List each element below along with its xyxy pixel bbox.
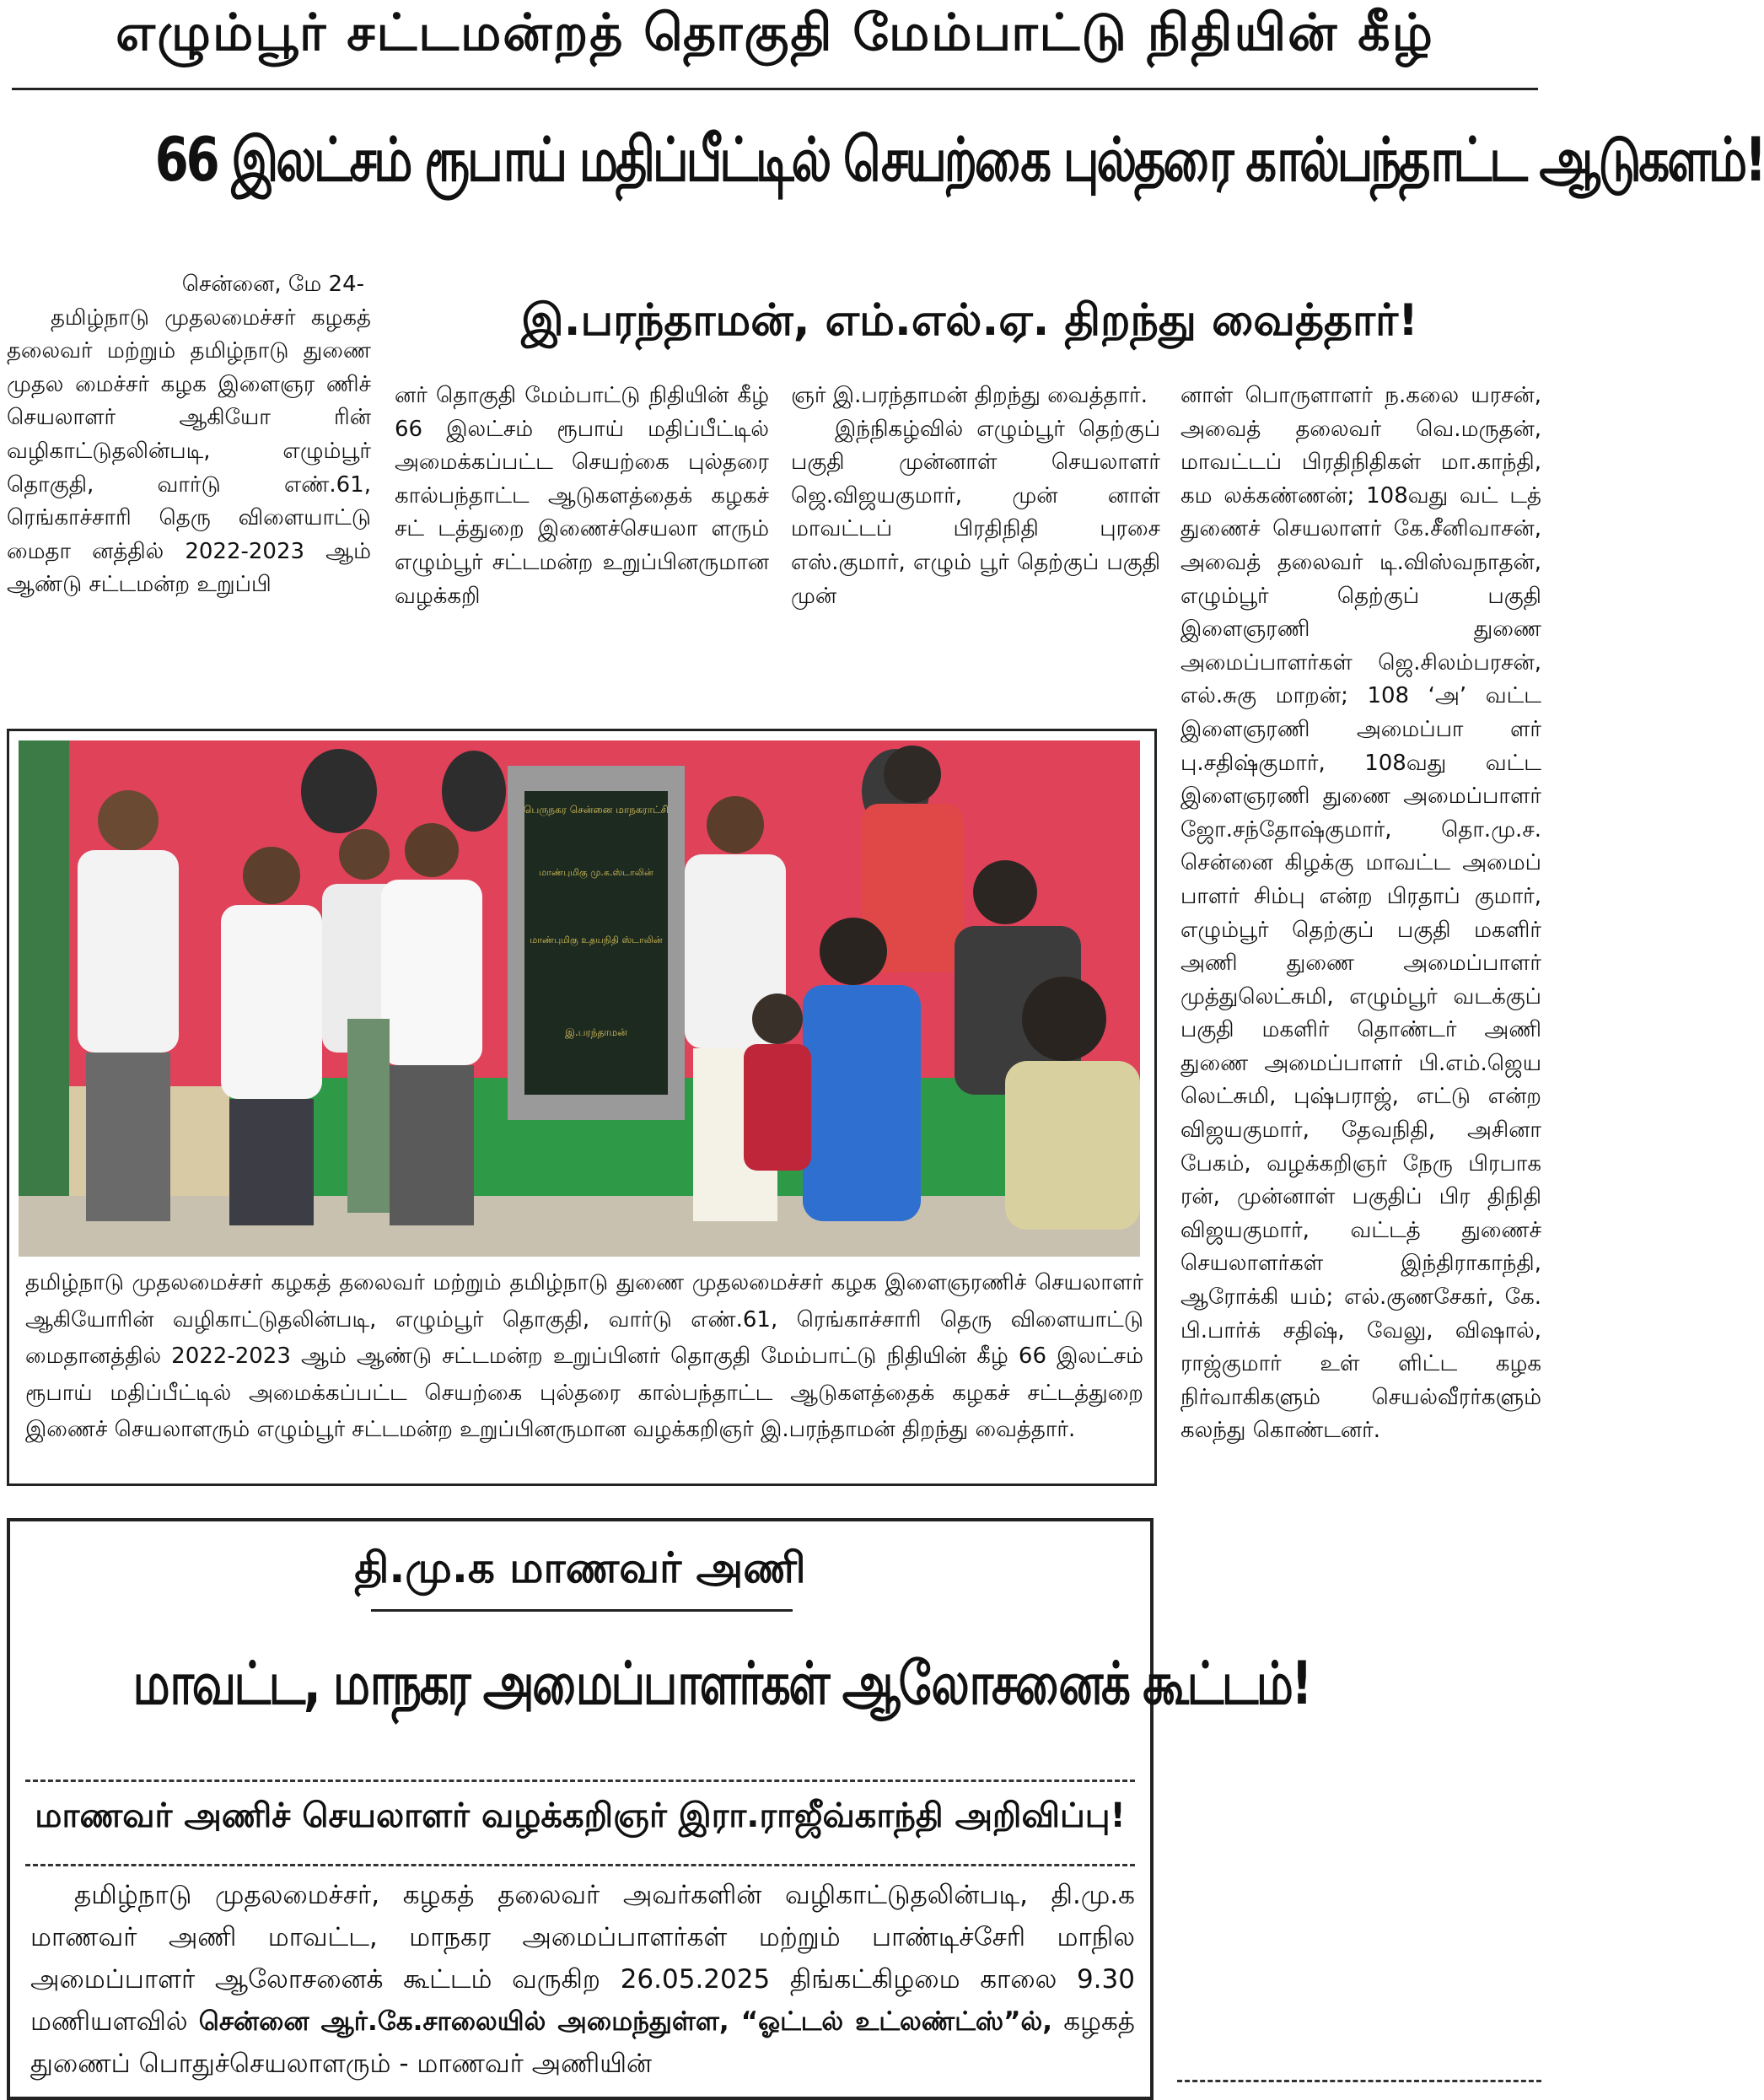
article-text-col1: தமிழ்நாடு முதலமைச்சர் கழகத் தலைவர் மற்றும் தமிழ்நாடு துணை முதல மைச்சர் கழக இளைஞர ணிச் செயலாளர் ஆகியோ ரின் வழிகாட்டுதலின்படி, எழும்பூர் தொகுதி, வார்டு எண்.61, ரெங்காச்சாரி தெரு விளையாட்டு மைதா னத்தில் 2022-2023 ஆம் ஆண்டு சட்டமன்ற உறுப்பி — [7, 304, 371, 598]
people-group-left — [78, 790, 482, 1225]
article-text-col4: னாள் பொருளாளர் ந.கலை யரசன், அவைத் தலைவர் வெ.மருதன், மாவட்டப் பிரதிநிதிகள் மா.காந்தி, கம லக்கண்ணன்; 108வது வட் டத் துணைச் செயலாளர் கே.சீனிவாசன், அவைத் தலைவர் டி.விஸ்வநாதன், எழும்பூர் தெற்குப் பகுதி இளைஞரணி துணை அமைப்பாளர்கள் ஜெ.சிலம்பரசன், எல்.சுகு மாறன்; 108 ‘அ’ வட்ட இளைஞரணி அமைப்பா ளர் பு.சதிஷ்குமார், 108வது வட்ட இளைஞரணி துணை அமைப்பாளர் ஜோ.சந்தோஷ்குமார், தொ.மு.ச. சென்னை கிழக்கு மாவட்ட அமைப் பாளர் சிம்பு என்ற பிரதாப் குமார், எழும்பூர் தெற்குப் பகுதி மகளிர் அணி துணை அமைப்பாளர் முத்துலெட்சுமி, எழும்பூர் வடக்குப் பகுதி மகளிர் தொண்டர் அணி துணை அமைப்பாளர் பி.எம்.ஜெய லெட்சுமி, புஷ்பராஜ், எட்டு என்ற விஜயகுமார், தேவநிதி, அசினா பேகம், வழக்கறிஞர் நேரு பிரபாக ரன், முன்னாள் பகுதிப் பிர திநிதி விஜயகுமார், வட்டத் துணைச் செயலாளர்கள் இந்திராகாந்தி, ஆரோக்கி யம்; எல்.குணசேகர், கே. பி.பார்க் சதிஷ், வேலு, விஷால், ராஜ்குமார் உள் ளிட்ட கழக நிர்வாகிகளும் செயல்வீரர்களும் கலந்து கொண்டனர். — [1180, 383, 1541, 1444]
plaque-name-1: மாண்புமிகு மு.க.ஸ்டாலின் — [539, 867, 653, 878]
inauguration-photo — [19, 740, 1140, 1257]
article-text-col2: னர் தொகுதி மேம்பாட்டு நிதியின் கீழ் 66 இலட்சம் ரூபாய் மதிப்பீட்டில் அமைக்கப்பட்ட செயற்கை புல்தரை கால்பந்தாட்ட ஆடுகளத்தைக் கழகச் சட் டத்துறை இணைச்செயலா ளரும் எழும்பூர் சட்டமன்ற உறுப்பினருமான வழக்கறி — [395, 383, 769, 609]
dashed-divider — [25, 1780, 1135, 1782]
plaque-name-2: மாண்புமிகு உதயநிதி ஸ்டாலின் — [530, 934, 663, 945]
announcement-venue: சென்னை ஆர்.கே.சாலையில் அமைந்துள்ள, “ஓட்டல் உட்லண்ட்ஸ்”ல், — [198, 2006, 1053, 2037]
column-end-divider — [1177, 2080, 1541, 2082]
plaque-title: பெருநகர சென்னை மாநகராட்சி — [524, 804, 669, 816]
announcement-kicker: தி.மு.க மாணவர் அணி — [354, 1543, 806, 1592]
plaque-name-3: இ.பரந்தாமன் — [565, 1026, 627, 1038]
announcement-body — [30, 1874, 1135, 2085]
announcement-body-continued: கழகத் துணைப் பொதுச்செயலாளரும் - மாணவர் அணியின் — [30, 2006, 1135, 2079]
article-text-col3b: இந்நிகழ்வில் எழும்பூர் தெற்குப் பகுதி முன்னாள் செயலாளர் ஜெ.விஜயகுமார், முன் னாள் மாவட்டப் பிரதிநிதி புரசை எஸ்.குமார், எழும் பூர் தெற்குப் பகுதி முன் — [791, 416, 1160, 609]
article-text-col3a: ஞர் இ.பரந்தாமன் திறந்து வைத்தார். — [791, 383, 1148, 408]
dashed-divider — [25, 1864, 1135, 1866]
article-column-4 — [1180, 380, 1541, 2075]
article-column-1 — [7, 268, 371, 707]
main-headline: 66 இலட்சம் ரூபாய் மதிப்பீட்டில் செயற்கை புல்தரை கால்பந்தாட்ட ஆடுகளம்! — [154, 124, 1764, 195]
article-column-2 — [395, 380, 769, 700]
kicker-divider — [12, 88, 1538, 90]
sub-headline: இ.பரந்தாமன், எம்.எல்.ஏ. திறந்து வைத்தார்! — [521, 295, 1418, 346]
article-column-3 — [791, 380, 1160, 700]
announcement-kicker-underline — [371, 1609, 793, 1612]
kicker-headline: எழும்பூர் சட்டமன்றத் தொகுதி மேம்பாட்டு நிதியின் கீழ் — [116, 3, 1434, 62]
announcement-subhead: மாணவர் அணிச் செயலாளர் வழக்கறிஞர் இரா.ராஜீவ்காந்தி அறிவிப்பு! — [35, 1796, 1126, 1835]
dateline: சென்னை, மே 24- — [181, 272, 364, 297]
announcement-headline: மாவட்ட, மாநகர அமைப்பாளர்கள் ஆலோசனைக் கூட்டம்! — [132, 1649, 1311, 1718]
photo-caption: தமிழ்நாடு முதலமைச்சர் கழகத் தலைவர் மற்றும் தமிழ்நாடு துணை முதலமைச்சர் கழக இளைஞரணிச் செயலாளர் ஆகியோரின் வழிகாட்டுதலின்படி, எழும்பூர் தொகுதி, வார்டு எண்.61, ரெங்காச்சாரி தெரு விளையாட்டு மைதானத்தில் 2022-2023 ஆம் ஆண்டு சட்டமன்ற உறுப்பினர் தொகுதி மேம்பாட்டு நிதியின் கீழ் 66 இலட்சம் ரூபாய் மதிப்பீட்டில் அமைக்கப்பட்ட செயற்கை புல்தரை கால்பந்தாட்ட ஆடுகளத்தைக் கழகச் சட்டத்துறை இணைச் செயலாளரும் எழும்பூர் சட்டமன்ற உறுப்பினருமான வழக்கறிஞர் இ.பரந்தாமன் திறந்து வைத்தார். — [25, 1270, 1144, 1442]
announcement-body-text: தமிழ்நாடு முதலமைச்சர், கழகத் தலைவர் அவர்களின் வழிகாட்டுதலின்படி, தி.மு.க மாணவர் அணி மாவட்ட, மாநகர அமைப்பாளர்கள் மற்றும் பாண்டிச்சேரி மாநில அமைப்பாளர் ஆலோசனைக் கூட்டம் வருகிற 26.05.2025 திங்கட்கிழமை காலை 9.30 மணியளவில் — [30, 1880, 1135, 2037]
